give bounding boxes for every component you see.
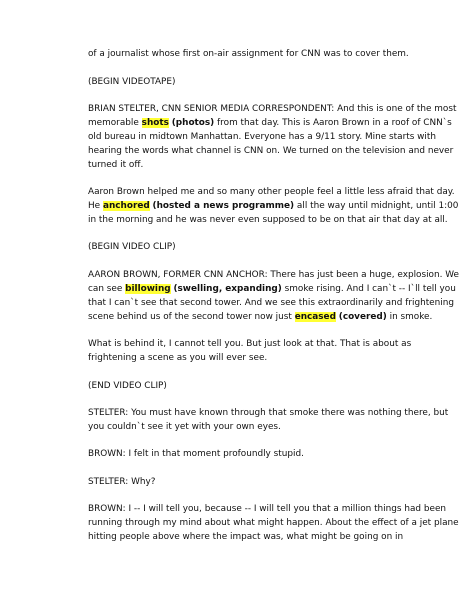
paragraph: [88, 241, 460, 255]
vocabulary-gloss: (hosted a news programme): [152, 201, 295, 212]
paragraph: [88, 407, 460, 435]
text-run: smoke rising. And I can`t -- I`ll tell you that I can`t see that second tower. And we see this extraordinarily and frightening scene behind us of the second tower now just: [88, 283, 456, 322]
paragraph: [88, 186, 460, 228]
paragraph: [88, 476, 460, 490]
vocabulary-gloss: (swelling, expanding): [173, 283, 282, 294]
paragraph: [88, 380, 460, 394]
text-run: Aaron Brown helped me and so many other people feel a little less afraid that day. He: [88, 187, 455, 212]
vocabulary-gloss: (photos): [171, 117, 215, 128]
paragraph: [88, 503, 460, 545]
text-run: (BEGIN VIDEO CLIP): [88, 242, 176, 253]
text-run: STELTER: Why?: [88, 476, 156, 487]
highlighted-vocabulary-word: billowing: [125, 283, 171, 294]
paragraph: [88, 48, 460, 62]
highlighted-vocabulary-word: encased: [294, 311, 336, 322]
paragraph: [88, 76, 460, 90]
text-run: BROWN: I felt in that moment profoundly stupid.: [88, 449, 304, 460]
text-run: AARON BROWN, FORMER CNN ANCHOR: There has just been a huge, explosion. We can see: [88, 269, 459, 294]
vocabulary-gloss: (covered): [338, 311, 387, 322]
text-run: (END VIDEO CLIP): [88, 380, 167, 391]
text-run: of a journalist whose first on-air assignment for CNN was to cover them.: [88, 49, 409, 59]
highlighted-vocabulary-word: anchored: [102, 201, 150, 212]
text-run: from that day. This is Aaron Brown in a roof of CNN`s old bureau in midtown Manhattan. Everyone has a 9/11 story. Mine starts with hearing the words what channel is CNN on. We turned on the television and never turned it off.: [88, 117, 454, 170]
text-run: in smoke.: [386, 311, 433, 322]
paragraph: [88, 269, 460, 325]
paragraph: [88, 338, 460, 366]
highlighted-vocabulary-word: shots: [141, 117, 169, 128]
text-run: all the way until midnight, until 1:00 in the morning and he was never even supposed to be on that air that day at all.: [88, 201, 459, 225]
text-run: (BEGIN VIDEOTAPE): [88, 76, 176, 87]
document-body: [88, 48, 460, 545]
text-run: BRIAN STELTER, CNN SENIOR MEDIA CORRESPONDENT: And this is one of the most memorable: [88, 104, 457, 128]
text-run: What is behind it, I cannot tell you. But just look at that. That is about as frightening a scene as you will ever see.: [88, 339, 412, 364]
text-run: BROWN: I -- I will tell you, because -- I will tell you that a million things had been running through my mind about what might happen. About the effect of a jet plane hitting people above where the impact was, what might be going on in: [88, 504, 459, 543]
paragraph: [88, 103, 460, 173]
text-run: STELTER: You must have known through that smoke there was nothing there, but you couldn`t see it yet with your own eyes.: [88, 408, 449, 432]
paragraph: [88, 448, 460, 462]
document-page: [88, 48, 460, 559]
